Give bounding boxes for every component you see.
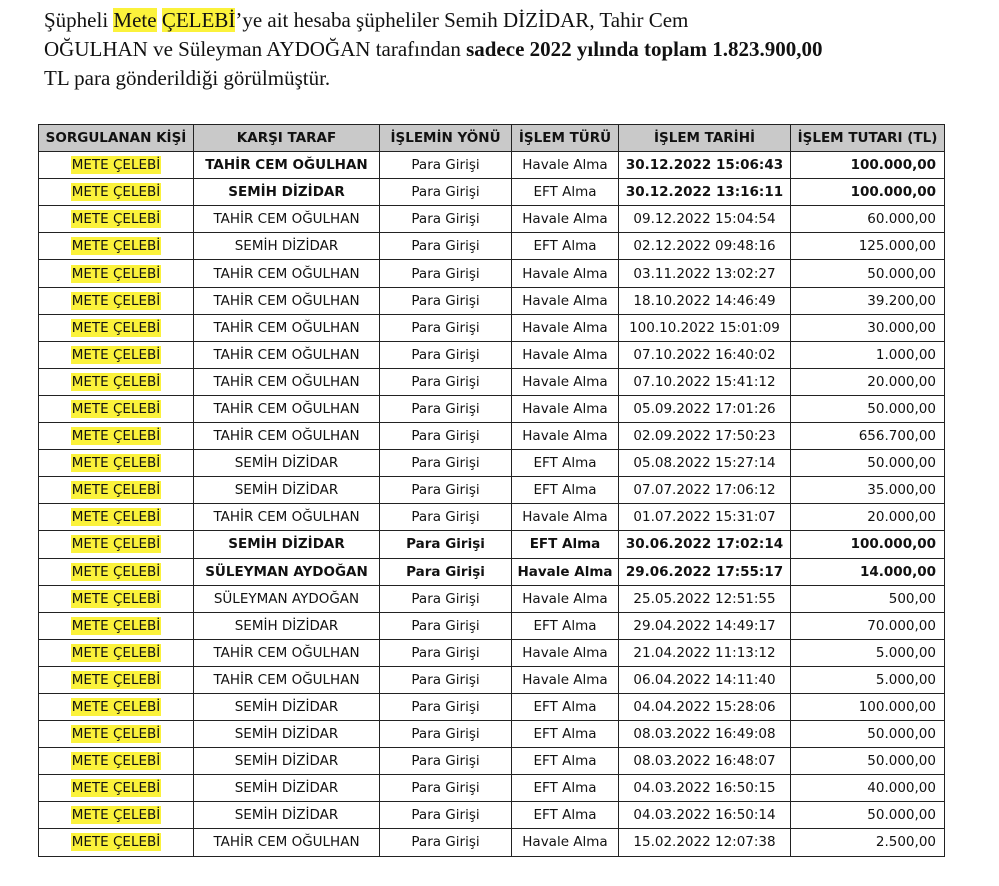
cell-date: 29.04.2022 14:49:17 <box>619 612 791 639</box>
cell-direction: Para Girişi <box>380 693 512 720</box>
cell-queried-person <box>39 341 194 368</box>
cell-date: 21.04.2022 11:13:12 <box>619 639 791 666</box>
cell-date: 30.12.2022 13:16:11 <box>619 179 791 206</box>
cell-direction: Para Girişi <box>380 206 512 233</box>
cell-direction: Para Girişi <box>380 477 512 504</box>
table-row <box>39 802 945 829</box>
highlighted-name: METE ÇELEBİ <box>71 536 161 553</box>
cell-queried-person <box>39 829 194 856</box>
cell-type: EFT Alma <box>512 802 619 829</box>
intro-paragraph <box>44 6 982 93</box>
cell-date: 05.08.2022 15:27:14 <box>619 450 791 477</box>
cell-counterparty: SEMİH DİZİDAR <box>194 450 380 477</box>
cell-amount: 20.000,00 <box>791 368 945 395</box>
cell-counterparty: TAHİR CEM OĞULHAN <box>194 260 380 287</box>
cell-queried-person <box>39 558 194 585</box>
cell-direction: Para Girişi <box>380 775 512 802</box>
cell-queried-person <box>39 802 194 829</box>
cell-type: Havale Alma <box>512 314 619 341</box>
cell-amount: 500,00 <box>791 585 945 612</box>
cell-type: EFT Alma <box>512 531 619 558</box>
cell-amount: 50.000,00 <box>791 260 945 287</box>
cell-date: 30.06.2022 17:02:14 <box>619 531 791 558</box>
cell-date: 15.02.2022 12:07:38 <box>619 829 791 856</box>
cell-queried-person <box>39 504 194 531</box>
cell-queried-person <box>39 585 194 612</box>
cell-amount: 50.000,00 <box>791 450 945 477</box>
cell-type: Havale Alma <box>512 206 619 233</box>
highlighted-name: METE ÇELEBİ <box>71 753 161 770</box>
cell-counterparty: SEMİH DİZİDAR <box>194 721 380 748</box>
highlighted-name: METE ÇELEBİ <box>71 834 161 851</box>
table-row <box>39 585 945 612</box>
transactions-table <box>38 124 945 857</box>
cell-amount: 5.000,00 <box>791 639 945 666</box>
table-row <box>39 775 945 802</box>
highlighted-first-name: Mete <box>113 8 157 32</box>
cell-queried-person <box>39 612 194 639</box>
cell-direction: Para Girişi <box>380 531 512 558</box>
cell-type: Havale Alma <box>512 395 619 422</box>
cell-counterparty: SEMİH DİZİDAR <box>194 775 380 802</box>
highlighted-name: METE ÇELEBİ <box>71 184 161 201</box>
cell-queried-person <box>39 233 194 260</box>
cell-type: Havale Alma <box>512 504 619 531</box>
cell-amount: 5.000,00 <box>791 666 945 693</box>
table-row <box>39 314 945 341</box>
table-body <box>39 152 945 856</box>
highlighted-name: METE ÇELEBİ <box>71 726 161 743</box>
cell-queried-person <box>39 395 194 422</box>
cell-counterparty: SEMİH DİZİDAR <box>194 233 380 260</box>
cell-direction: Para Girişi <box>380 829 512 856</box>
highlighted-name: METE ÇELEBİ <box>71 455 161 472</box>
table-row <box>39 721 945 748</box>
highlighted-name: METE ÇELEBİ <box>71 211 161 228</box>
cell-date: 25.05.2022 12:51:55 <box>619 585 791 612</box>
cell-queried-person <box>39 152 194 179</box>
cell-counterparty: SEMİH DİZİDAR <box>194 477 380 504</box>
cell-direction: Para Girişi <box>380 423 512 450</box>
cell-queried-person <box>39 775 194 802</box>
cell-counterparty: TAHİR CEM OĞULHAN <box>194 152 380 179</box>
cell-queried-person <box>39 206 194 233</box>
cell-date: 06.04.2022 14:11:40 <box>619 666 791 693</box>
cell-type: Havale Alma <box>512 287 619 314</box>
header-type: İŞLEM TÜRÜ <box>512 125 619 152</box>
cell-counterparty: SEMİH DİZİDAR <box>194 693 380 720</box>
cell-queried-person <box>39 639 194 666</box>
cell-amount: 14.000,00 <box>791 558 945 585</box>
cell-date: 04.04.2022 15:28:06 <box>619 693 791 720</box>
header-counterparty: KARŞI TARAF <box>194 125 380 152</box>
cell-queried-person <box>39 260 194 287</box>
cell-direction: Para Girişi <box>380 152 512 179</box>
table-row <box>39 179 945 206</box>
table-row <box>39 395 945 422</box>
table-row <box>39 639 945 666</box>
table-row <box>39 666 945 693</box>
cell-direction: Para Girişi <box>380 721 512 748</box>
cell-counterparty: TAHİR CEM OĞULHAN <box>194 368 380 395</box>
cell-counterparty: TAHİR CEM OĞULHAN <box>194 287 380 314</box>
cell-counterparty: SEMİH DİZİDAR <box>194 179 380 206</box>
table-row <box>39 450 945 477</box>
table-row <box>39 260 945 287</box>
cell-direction: Para Girişi <box>380 314 512 341</box>
cell-type: Havale Alma <box>512 639 619 666</box>
header-date: İŞLEM TARİHİ <box>619 125 791 152</box>
cell-type: Havale Alma <box>512 341 619 368</box>
table-row <box>39 423 945 450</box>
cell-queried-person <box>39 693 194 720</box>
cell-amount: 50.000,00 <box>791 802 945 829</box>
highlighted-last-name: ÇELEBİ <box>161 8 236 32</box>
cell-queried-person <box>39 368 194 395</box>
cell-amount: 60.000,00 <box>791 206 945 233</box>
cell-type: Havale Alma <box>512 260 619 287</box>
cell-direction: Para Girişi <box>380 341 512 368</box>
cell-amount: 100.000,00 <box>791 152 945 179</box>
table-row <box>39 558 945 585</box>
cell-direction: Para Girişi <box>380 450 512 477</box>
cell-counterparty: TAHİR CEM OĞULHAN <box>194 395 380 422</box>
cell-queried-person <box>39 531 194 558</box>
cell-direction: Para Girişi <box>380 748 512 775</box>
cell-counterparty: TAHİR CEM OĞULHAN <box>194 504 380 531</box>
cell-amount: 656.700,00 <box>791 423 945 450</box>
cell-counterparty: SÜLEYMAN AYDOĞAN <box>194 558 380 585</box>
cell-direction: Para Girişi <box>380 612 512 639</box>
table-row <box>39 504 945 531</box>
header-queried-person: SORGULANAN KİŞİ <box>39 125 194 152</box>
table-row <box>39 829 945 856</box>
cell-type: EFT Alma <box>512 775 619 802</box>
cell-type: EFT Alma <box>512 693 619 720</box>
table-header-row <box>39 125 945 152</box>
highlighted-name: METE ÇELEBİ <box>71 780 161 797</box>
cell-type: Havale Alma <box>512 558 619 585</box>
cell-counterparty: SEMİH DİZİDAR <box>194 531 380 558</box>
cell-type: EFT Alma <box>512 477 619 504</box>
table-row <box>39 477 945 504</box>
cell-direction: Para Girişi <box>380 179 512 206</box>
cell-counterparty: TAHİR CEM OĞULHAN <box>194 423 380 450</box>
cell-amount: 50.000,00 <box>791 748 945 775</box>
cell-counterparty: SEMİH DİZİDAR <box>194 748 380 775</box>
cell-date: 07.10.2022 15:41:12 <box>619 368 791 395</box>
cell-direction: Para Girişi <box>380 504 512 531</box>
cell-amount: 39.200,00 <box>791 287 945 314</box>
table-row <box>39 531 945 558</box>
cell-counterparty: TAHİR CEM OĞULHAN <box>194 666 380 693</box>
cell-queried-person <box>39 287 194 314</box>
cell-date: 04.03.2022 16:50:14 <box>619 802 791 829</box>
cell-date: 02.12.2022 09:48:16 <box>619 233 791 260</box>
highlighted-name: METE ÇELEBİ <box>71 590 161 607</box>
highlighted-name: METE ÇELEBİ <box>71 617 161 634</box>
cell-amount: 100.000,00 <box>791 179 945 206</box>
cell-queried-person <box>39 666 194 693</box>
cell-queried-person <box>39 477 194 504</box>
highlighted-name: METE ÇELEBİ <box>71 563 161 580</box>
table-row <box>39 612 945 639</box>
header-amount: İŞLEM TUTARI (TL) <box>791 125 945 152</box>
highlighted-name: METE ÇELEBİ <box>71 482 161 499</box>
cell-direction: Para Girişi <box>380 287 512 314</box>
intro-line-2-text: OĞULHAN ve Süleyman AYDOĞAN tarafından <box>44 37 467 61</box>
highlighted-name: METE ÇELEBİ <box>71 400 161 417</box>
cell-queried-person <box>39 450 194 477</box>
intro-line-1-rest: ’ye ait hesaba şüpheliler Semih DİZİDAR, Tahir Cem <box>235 8 689 32</box>
highlighted-name: METE ÇELEBİ <box>71 509 161 526</box>
cell-direction: Para Girişi <box>380 233 512 260</box>
cell-type: EFT Alma <box>512 179 619 206</box>
highlighted-name: METE ÇELEBİ <box>71 346 161 363</box>
cell-date: 30.12.2022 15:06:43 <box>619 152 791 179</box>
cell-amount: 20.000,00 <box>791 504 945 531</box>
highlighted-name: METE ÇELEBİ <box>71 265 161 282</box>
highlighted-name: METE ÇELEBİ <box>71 699 161 716</box>
cell-date: 04.03.2022 16:50:15 <box>619 775 791 802</box>
cell-counterparty: TAHİR CEM OĞULHAN <box>194 341 380 368</box>
cell-date: 100.10.2022 15:01:09 <box>619 314 791 341</box>
table-row <box>39 152 945 179</box>
cell-date: 18.10.2022 14:46:49 <box>619 287 791 314</box>
table-row <box>39 748 945 775</box>
cell-type: Havale Alma <box>512 368 619 395</box>
cell-amount: 100.000,00 <box>791 531 945 558</box>
cell-date: 08.03.2022 16:49:08 <box>619 721 791 748</box>
cell-amount: 100.000,00 <box>791 693 945 720</box>
cell-type: EFT Alma <box>512 450 619 477</box>
cell-date: 08.03.2022 16:48:07 <box>619 748 791 775</box>
cell-amount: 1.000,00 <box>791 341 945 368</box>
cell-amount: 35.000,00 <box>791 477 945 504</box>
table-row <box>39 368 945 395</box>
highlighted-name: METE ÇELEBİ <box>71 238 161 255</box>
header-direction: İŞLEMİN YÖNÜ <box>380 125 512 152</box>
cell-direction: Para Girişi <box>380 260 512 287</box>
table-row <box>39 233 945 260</box>
cell-type: EFT Alma <box>512 748 619 775</box>
cell-counterparty: TAHİR CEM OĞULHAN <box>194 639 380 666</box>
cell-counterparty: TAHİR CEM OĞULHAN <box>194 206 380 233</box>
cell-amount: 50.000,00 <box>791 395 945 422</box>
intro-line-1 <box>44 6 982 35</box>
cell-type: Havale Alma <box>512 585 619 612</box>
cell-direction: Para Girişi <box>380 639 512 666</box>
cell-counterparty: TAHİR CEM OĞULHAN <box>194 829 380 856</box>
cell-counterparty: SÜLEYMAN AYDOĞAN <box>194 585 380 612</box>
cell-date: 07.10.2022 16:40:02 <box>619 341 791 368</box>
cell-queried-person <box>39 314 194 341</box>
table-row <box>39 206 945 233</box>
cell-direction: Para Girişi <box>380 395 512 422</box>
cell-amount: 50.000,00 <box>791 721 945 748</box>
intro-total-statement: sadece 2022 yılında toplam 1.823.900,00 <box>466 37 823 61</box>
cell-type: Havale Alma <box>512 666 619 693</box>
cell-date: 09.12.2022 15:04:54 <box>619 206 791 233</box>
cell-direction: Para Girişi <box>380 558 512 585</box>
cell-amount: 125.000,00 <box>791 233 945 260</box>
table-row <box>39 341 945 368</box>
intro-line-3: TL para gönderildiği görülmüştür. <box>44 66 331 90</box>
cell-date: 01.07.2022 15:31:07 <box>619 504 791 531</box>
cell-type: EFT Alma <box>512 721 619 748</box>
highlighted-name: METE ÇELEBİ <box>71 373 161 390</box>
highlighted-name: METE ÇELEBİ <box>71 428 161 445</box>
cell-date: 03.11.2022 13:02:27 <box>619 260 791 287</box>
cell-amount: 70.000,00 <box>791 612 945 639</box>
cell-amount: 40.000,00 <box>791 775 945 802</box>
cell-queried-person <box>39 721 194 748</box>
highlighted-name: METE ÇELEBİ <box>71 807 161 824</box>
highlighted-name: METE ÇELEBİ <box>71 157 161 174</box>
cell-type: EFT Alma <box>512 612 619 639</box>
cell-amount: 2.500,00 <box>791 829 945 856</box>
cell-direction: Para Girişi <box>380 368 512 395</box>
highlighted-name: METE ÇELEBİ <box>71 644 161 661</box>
table-row <box>39 287 945 314</box>
cell-direction: Para Girişi <box>380 666 512 693</box>
cell-counterparty: SEMİH DİZİDAR <box>194 612 380 639</box>
cell-counterparty: TAHİR CEM OĞULHAN <box>194 314 380 341</box>
cell-amount: 30.000,00 <box>791 314 945 341</box>
intro-word-suspect: Şüpheli <box>44 8 109 32</box>
cell-date: 02.09.2022 17:50:23 <box>619 423 791 450</box>
cell-type: Havale Alma <box>512 152 619 179</box>
highlighted-name: METE ÇELEBİ <box>71 319 161 336</box>
cell-counterparty: SEMİH DİZİDAR <box>194 802 380 829</box>
cell-date: 05.09.2022 17:01:26 <box>619 395 791 422</box>
cell-date: 29.06.2022 17:55:17 <box>619 558 791 585</box>
highlighted-name: METE ÇELEBİ <box>71 671 161 688</box>
table-row <box>39 693 945 720</box>
highlighted-name: METE ÇELEBİ <box>71 292 161 309</box>
cell-direction: Para Girişi <box>380 585 512 612</box>
cell-queried-person <box>39 179 194 206</box>
cell-type: EFT Alma <box>512 233 619 260</box>
cell-date: 07.07.2022 17:06:12 <box>619 477 791 504</box>
intro-line-2 <box>44 35 982 64</box>
cell-direction: Para Girişi <box>380 802 512 829</box>
cell-type: Havale Alma <box>512 829 619 856</box>
cell-queried-person <box>39 423 194 450</box>
cell-queried-person <box>39 748 194 775</box>
cell-type: Havale Alma <box>512 423 619 450</box>
